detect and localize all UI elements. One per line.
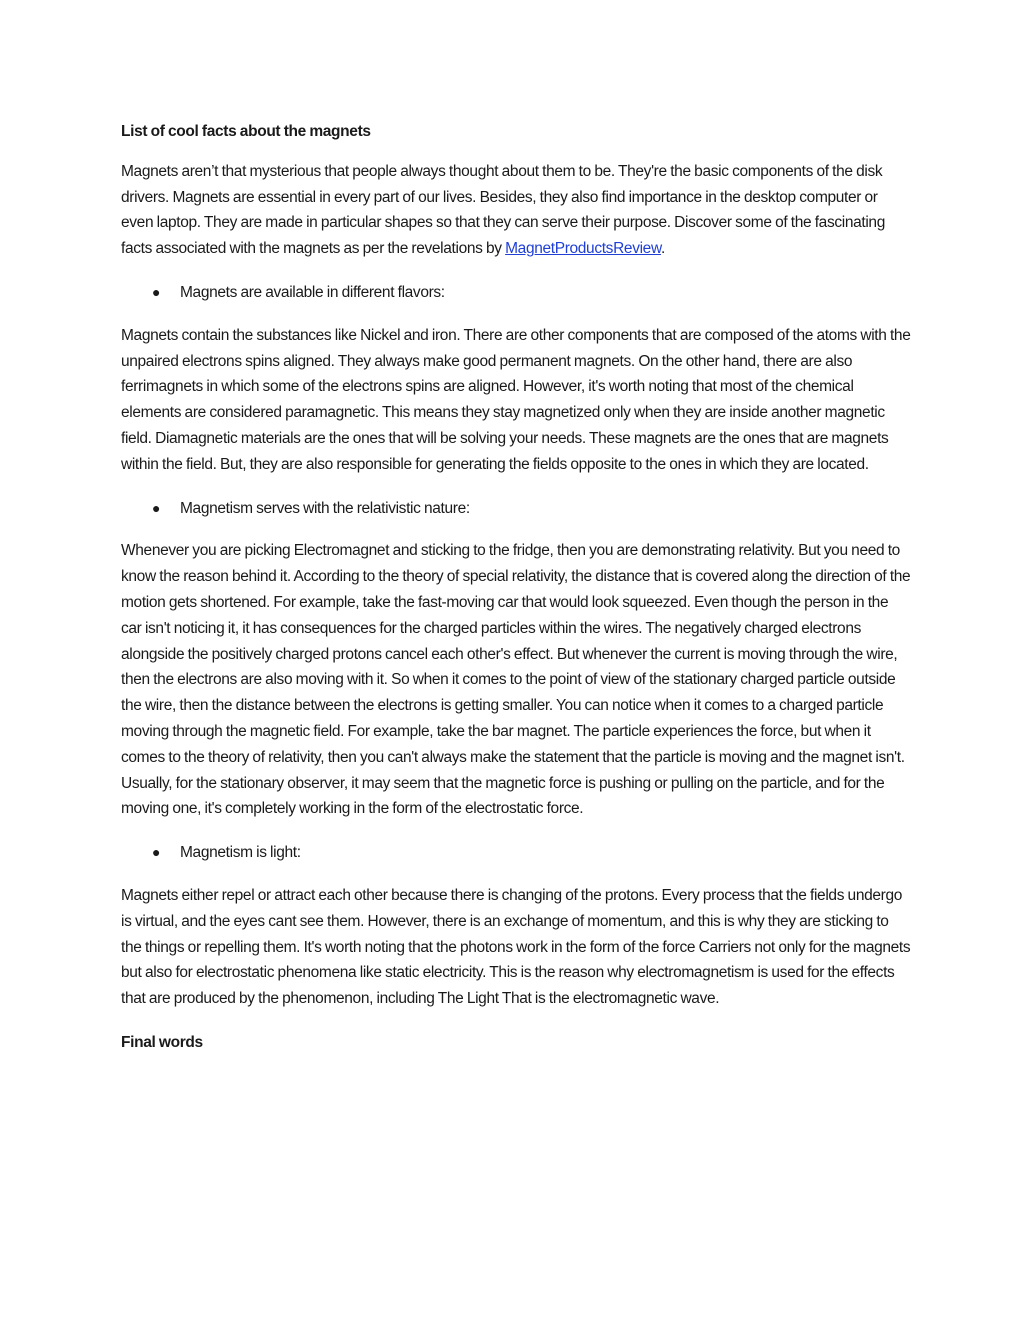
bullet-item [121, 840, 911, 866]
bullet-icon: ● [152, 283, 161, 300]
section-paragraph: Magnets either repel or attract each other because there is changing of the protons. Every process that the fields undergo is virtual, and the eyes cant see them. However, there is an exchange of momentum, and this is why they are sticking to the things or repelling them. It's worth noting that the photons work in the form of the force Carriers not only for the magnets but also for electrostatic phenomena like static electricity. This is the reason why electromagnetism is used for the effects that are produced by the phenomenon, including The Light That is the electromagnetic wave. [121, 886, 911, 1008]
bullet-icon: ● [152, 499, 161, 516]
bullet-item [121, 280, 911, 306]
intro-text: Magnets aren’t that mysterious that people always thought about them to be. They're the basic components of the disk drivers. Magnets are essential in every part of our lives. Besides, they also find importance in the desktop computer or even laptop. They are made in particular shapes so that they can serve their purpose. Discover some of the fascinating facts associated with the magnets as per the revelations by [121, 162, 885, 258]
bullet-label: Magnetism is light: [180, 844, 301, 862]
bullet-icon: ● [152, 844, 161, 861]
document-page [121, 119, 911, 1056]
bullet-label: Magnetism serves with the relativistic nature: [180, 499, 470, 517]
intro-paragraph [121, 159, 911, 262]
section-paragraph: Whenever you are picking Electromagnet and sticking to the fridge, then you are demonstrating relativity. But you need to know the reason behind it. According to the theory of special relativity, the distance that is covered along the direction of the motion gets shortened. For example, take the fast-moving car that would look squeezed. Even though the person in the car isn't noticing it, it has consequences for the charged particles within the wires. The negatively charged electrons alongside the positively charged protons cancel each other's effect. But whenever the current is moving through the wire, then the electrons are also moving with it. So when it comes to the point of view of the stationary charged particle outside the wire, then the distance between the electrons is getting smaller. You can notice when it comes to a charged particle moving through the magnetic field. For example, take the bar magnet. The particle experiences the force, but when it comes to the theory of relativity, then you can't always make the statement that the particle is moving and the magnet isn't. Usually, for the stationary observer, it may seem that the magnetic force is pushing or pulling on the particle, and for the moving one, it's completely working in the form of the electrostatic force. [121, 542, 911, 818]
bullet-item [121, 496, 911, 522]
bullet-label: Magnets are available in different flavors: [180, 283, 445, 301]
magnet-products-review-link[interactable]: MagnetProductsReview [505, 240, 661, 258]
section-paragraph: Magnets contain the substances like Nickel and iron. There are other components that are composed of the atoms with the unpaired electrons spins aligned. They always make good permanent magnets. On the other hand, there are also ferrimagnets in which some of the electrons spins are aligned. However, it's worth noting that most of the chemical elements are considered paramagnetic. This means they stay magnetized only when they are inside another magnetic field. Diamagnetic materials are the ones that will be solving your needs. These magnets are the ones that are magnets within the field. But, they are also responsible for generating the fields opposite to the ones in which they are located. [121, 326, 911, 473]
page-title: List of cool facts about the magnets [121, 123, 371, 140]
intro-text-end: . [660, 240, 665, 258]
final-words-heading: Final words [121, 1033, 203, 1051]
